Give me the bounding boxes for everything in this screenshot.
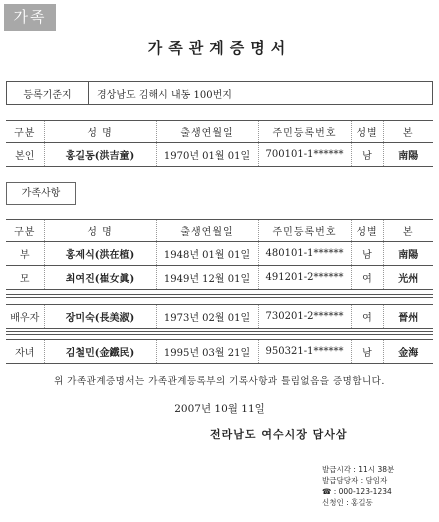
sex-cell: 여 xyxy=(351,305,383,329)
name-cell: 홍제식(洪在植) xyxy=(44,242,156,266)
origin-cell: 晉州 xyxy=(383,305,433,329)
family-row xyxy=(6,266,433,290)
registration-base-label: 등록기준지 xyxy=(7,82,89,104)
principal-row xyxy=(6,143,433,167)
col-origin-header: 본 xyxy=(383,121,433,143)
principal-table xyxy=(6,120,433,167)
applicant: 신청인 : 홍길동 xyxy=(322,498,373,507)
rrn-cell: 700101-1****** xyxy=(258,143,351,167)
sex-cell: 남 xyxy=(351,340,383,364)
sex-cell: 여 xyxy=(351,266,383,290)
col-name-header: 성 명 xyxy=(44,220,156,242)
col-gubun-header: 구분 xyxy=(6,220,44,242)
issue-time: 발급시각 : 11시 38분 xyxy=(322,465,395,474)
col-birth-header: 출생연월일 xyxy=(156,121,258,143)
origin-cell: 光州 xyxy=(383,266,433,290)
relation-cell: 자녀 xyxy=(6,340,44,364)
issue-date: 2007년 10월 11일 xyxy=(174,403,265,415)
birth-cell: 1970년 01월 01일 xyxy=(156,143,258,167)
child-row xyxy=(6,340,433,364)
rrn-cell: 480101-1****** xyxy=(258,242,351,266)
relation-cell: 모 xyxy=(6,266,44,290)
family-row xyxy=(6,242,433,266)
family-section-label: 가족사항 xyxy=(6,182,76,205)
col-rrn-header: 주민등록번호 xyxy=(258,121,351,143)
family-table xyxy=(6,219,433,290)
document-title: 가족관계증명서 xyxy=(147,39,292,57)
certification-statement: 위 가족관계증명서는 가족관계등록부의 기록사항과 틀림없음을 증명합니다. xyxy=(54,376,385,387)
col-rrn-header: 주민등록번호 xyxy=(258,220,351,242)
name-cell: 최여진(崔女眞) xyxy=(44,266,156,290)
issuing-officer: 발급담당자 : 담임자 xyxy=(322,476,388,485)
col-name-header: 성 명 xyxy=(44,121,156,143)
origin-cell: 金海 xyxy=(383,340,433,364)
birth-cell: 1995년 03월 21일 xyxy=(156,340,258,364)
spouse-table xyxy=(6,304,433,329)
rrn-cell: 491201-2****** xyxy=(258,266,351,290)
col-birth-header: 출생연월일 xyxy=(156,220,258,242)
birth-cell: 1948년 01월 01일 xyxy=(156,242,258,266)
contact-phone: ☎ : 000-123-1234 xyxy=(322,487,392,496)
document-type-badge: 가족 xyxy=(4,4,56,31)
family-header-row xyxy=(6,220,433,242)
relation-cell: 배우자 xyxy=(6,305,44,329)
issuance-footer xyxy=(322,464,394,508)
spouse-row xyxy=(6,305,433,329)
origin-cell: 南陽 xyxy=(383,143,433,167)
registration-base-value: 경상남도 김해시 내동 100번지 xyxy=(97,89,232,101)
name-cell: 장미숙(長美淑) xyxy=(44,305,156,329)
name-cell: 김철민(金鐵民) xyxy=(44,340,156,364)
birth-cell: 1973년 02월 01일 xyxy=(156,305,258,329)
name-cell: 홍길동(洪吉童) xyxy=(44,143,156,167)
spouse-separator xyxy=(6,294,433,298)
sex-cell: 남 xyxy=(351,242,383,266)
sex-cell: 남 xyxy=(351,143,383,167)
relation-cell: 부 xyxy=(6,242,44,266)
rrn-cell: 730201-2****** xyxy=(258,305,351,329)
col-origin-header: 본 xyxy=(383,220,433,242)
principal-header-row xyxy=(6,121,433,143)
col-gubun-header: 구분 xyxy=(6,121,44,143)
col-sex-header: 성별 xyxy=(351,220,383,242)
child-separator xyxy=(6,331,433,335)
registration-base-box xyxy=(6,81,433,105)
child-table xyxy=(6,339,433,364)
issuing-authority: 전라남도 여수시장 담사삼 xyxy=(210,428,348,441)
origin-cell: 南陽 xyxy=(383,242,433,266)
col-sex-header: 성별 xyxy=(351,121,383,143)
relation-cell: 본인 xyxy=(6,143,44,167)
birth-cell: 1949년 12월 01일 xyxy=(156,266,258,290)
rrn-cell: 950321-1****** xyxy=(258,340,351,364)
